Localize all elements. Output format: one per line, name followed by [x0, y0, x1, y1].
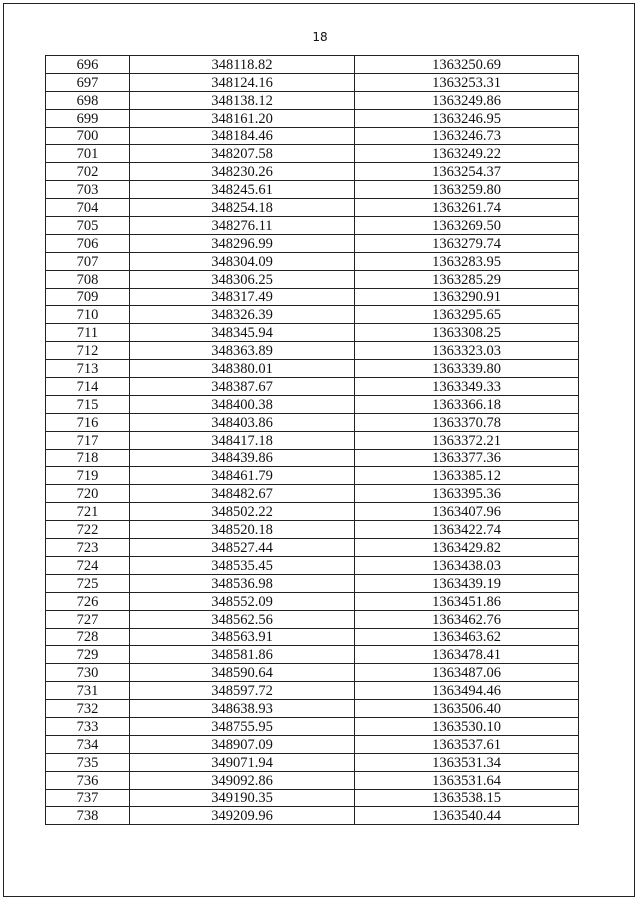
y-coordinate-cell: 1363249.86	[355, 91, 579, 109]
y-coordinate-cell: 1363246.95	[355, 109, 579, 127]
table-row	[46, 664, 579, 682]
y-coordinate-cell: 1363494.46	[355, 682, 579, 700]
point-number-cell: 733	[46, 717, 130, 735]
point-number-cell: 732	[46, 700, 130, 718]
point-number-cell: 722	[46, 521, 130, 539]
x-coordinate-cell: 348363.89	[130, 342, 355, 360]
table-row	[46, 700, 579, 718]
x-coordinate-cell: 348161.20	[130, 109, 355, 127]
x-coordinate-cell: 348317.49	[130, 288, 355, 306]
y-coordinate-cell: 1363531.64	[355, 771, 579, 789]
point-number-cell: 715	[46, 395, 130, 413]
table-row	[46, 431, 579, 449]
x-coordinate-cell: 348562.56	[130, 610, 355, 628]
point-number-cell: 737	[46, 789, 130, 807]
point-number-cell: 699	[46, 109, 130, 127]
table-row	[46, 521, 579, 539]
y-coordinate-cell: 1363253.31	[355, 73, 579, 91]
x-coordinate-cell: 348306.25	[130, 270, 355, 288]
x-coordinate-cell: 348590.64	[130, 664, 355, 682]
table-row	[46, 288, 579, 306]
y-coordinate-cell: 1363451.86	[355, 592, 579, 610]
table-row	[46, 485, 579, 503]
y-coordinate-cell: 1363259.80	[355, 181, 579, 199]
y-coordinate-cell: 1363462.76	[355, 610, 579, 628]
point-number-cell: 731	[46, 682, 130, 700]
y-coordinate-cell: 1363370.78	[355, 413, 579, 431]
point-number-cell: 712	[46, 342, 130, 360]
table-row	[46, 503, 579, 521]
y-coordinate-cell: 1363463.62	[355, 628, 579, 646]
table-row	[46, 324, 579, 342]
table-row	[46, 360, 579, 378]
point-number-cell: 705	[46, 217, 130, 235]
table-row	[46, 467, 579, 485]
table-row	[46, 73, 579, 91]
table-row	[46, 628, 579, 646]
table-row	[46, 181, 579, 199]
table-row	[46, 163, 579, 181]
y-coordinate-cell: 1363308.25	[355, 324, 579, 342]
point-number-cell: 736	[46, 771, 130, 789]
table-row	[46, 199, 579, 217]
table-row	[46, 682, 579, 700]
y-coordinate-cell: 1363407.96	[355, 503, 579, 521]
y-coordinate-cell: 1363385.12	[355, 467, 579, 485]
y-coordinate-cell: 1363438.03	[355, 556, 579, 574]
x-coordinate-cell: 348400.38	[130, 395, 355, 413]
table-row	[46, 217, 579, 235]
y-coordinate-cell: 1363250.69	[355, 56, 579, 74]
x-coordinate-cell: 348326.39	[130, 306, 355, 324]
x-coordinate-cell: 348527.44	[130, 539, 355, 557]
x-coordinate-cell: 348638.93	[130, 700, 355, 718]
x-coordinate-cell: 348581.86	[130, 646, 355, 664]
y-coordinate-cell: 1363323.03	[355, 342, 579, 360]
table-row	[46, 610, 579, 628]
y-coordinate-cell: 1363349.33	[355, 378, 579, 396]
point-number-cell: 738	[46, 807, 130, 825]
y-coordinate-cell: 1363429.82	[355, 539, 579, 557]
x-coordinate-cell: 348245.61	[130, 181, 355, 199]
x-coordinate-cell: 348535.45	[130, 556, 355, 574]
x-coordinate-cell: 348184.46	[130, 127, 355, 145]
coordinates-table-body	[46, 56, 579, 825]
y-coordinate-cell: 1363530.10	[355, 717, 579, 735]
x-coordinate-cell: 348380.01	[130, 360, 355, 378]
table-row	[46, 145, 579, 163]
x-coordinate-cell: 348907.09	[130, 735, 355, 753]
x-coordinate-cell: 348403.86	[130, 413, 355, 431]
point-number-cell: 718	[46, 449, 130, 467]
x-coordinate-cell: 348439.86	[130, 449, 355, 467]
point-number-cell: 720	[46, 485, 130, 503]
page-number: 18	[312, 30, 328, 44]
x-coordinate-cell: 348124.16	[130, 73, 355, 91]
point-number-cell: 713	[46, 360, 130, 378]
table-row	[46, 342, 579, 360]
table-row	[46, 807, 579, 825]
y-coordinate-cell: 1363295.65	[355, 306, 579, 324]
point-number-cell: 729	[46, 646, 130, 664]
point-number-cell: 719	[46, 467, 130, 485]
point-number-cell: 716	[46, 413, 130, 431]
x-coordinate-cell: 348276.11	[130, 217, 355, 235]
point-number-cell: 697	[46, 73, 130, 91]
table-row	[46, 592, 579, 610]
y-coordinate-cell: 1363506.40	[355, 700, 579, 718]
table-row	[46, 735, 579, 753]
point-number-cell: 714	[46, 378, 130, 396]
x-coordinate-cell: 349092.86	[130, 771, 355, 789]
table-row	[46, 252, 579, 270]
y-coordinate-cell: 1363285.29	[355, 270, 579, 288]
point-number-cell: 706	[46, 234, 130, 252]
y-coordinate-cell: 1363254.37	[355, 163, 579, 181]
table-row	[46, 270, 579, 288]
point-number-cell: 700	[46, 127, 130, 145]
point-number-cell: 728	[46, 628, 130, 646]
x-coordinate-cell: 348502.22	[130, 503, 355, 521]
point-number-cell: 703	[46, 181, 130, 199]
x-coordinate-cell: 348461.79	[130, 467, 355, 485]
table-row	[46, 539, 579, 557]
x-coordinate-cell: 348118.82	[130, 56, 355, 74]
point-number-cell: 708	[46, 270, 130, 288]
point-number-cell: 707	[46, 252, 130, 270]
y-coordinate-cell: 1363540.44	[355, 807, 579, 825]
y-coordinate-cell: 1363395.36	[355, 485, 579, 503]
point-number-cell: 709	[46, 288, 130, 306]
point-number-cell: 711	[46, 324, 130, 342]
y-coordinate-cell: 1363372.21	[355, 431, 579, 449]
table-row	[46, 449, 579, 467]
y-coordinate-cell: 1363422.74	[355, 521, 579, 539]
table-row	[46, 306, 579, 324]
table-row	[46, 771, 579, 789]
x-coordinate-cell: 348230.26	[130, 163, 355, 181]
x-coordinate-cell: 348254.18	[130, 199, 355, 217]
point-number-cell: 717	[46, 431, 130, 449]
x-coordinate-cell: 348552.09	[130, 592, 355, 610]
point-number-cell: 702	[46, 163, 130, 181]
point-number-cell: 698	[46, 91, 130, 109]
table-row	[46, 413, 579, 431]
x-coordinate-cell: 349190.35	[130, 789, 355, 807]
table-row	[46, 109, 579, 127]
table-row	[46, 556, 579, 574]
y-coordinate-cell: 1363487.06	[355, 664, 579, 682]
x-coordinate-cell: 348304.09	[130, 252, 355, 270]
x-coordinate-cell: 348387.67	[130, 378, 355, 396]
y-coordinate-cell: 1363290.91	[355, 288, 579, 306]
x-coordinate-cell: 348207.58	[130, 145, 355, 163]
y-coordinate-cell: 1363246.73	[355, 127, 579, 145]
x-coordinate-cell: 349209.96	[130, 807, 355, 825]
point-number-cell: 724	[46, 556, 130, 574]
x-coordinate-cell: 348482.67	[130, 485, 355, 503]
y-coordinate-cell: 1363377.36	[355, 449, 579, 467]
point-number-cell: 730	[46, 664, 130, 682]
point-number-cell: 726	[46, 592, 130, 610]
y-coordinate-cell: 1363269.50	[355, 217, 579, 235]
x-coordinate-cell: 348417.18	[130, 431, 355, 449]
x-coordinate-cell: 348520.18	[130, 521, 355, 539]
table-row	[46, 717, 579, 735]
table-row	[46, 395, 579, 413]
y-coordinate-cell: 1363537.61	[355, 735, 579, 753]
point-number-cell: 696	[46, 56, 130, 74]
y-coordinate-cell: 1363339.80	[355, 360, 579, 378]
coordinates-table	[45, 55, 579, 825]
y-coordinate-cell: 1363538.15	[355, 789, 579, 807]
point-number-cell: 735	[46, 753, 130, 771]
x-coordinate-cell: 348755.95	[130, 717, 355, 735]
x-coordinate-cell: 348536.98	[130, 574, 355, 592]
y-coordinate-cell: 1363366.18	[355, 395, 579, 413]
table-row	[46, 789, 579, 807]
point-number-cell: 721	[46, 503, 130, 521]
table-row	[46, 378, 579, 396]
table-row	[46, 91, 579, 109]
y-coordinate-cell: 1363439.19	[355, 574, 579, 592]
table-row	[46, 574, 579, 592]
table-row	[46, 646, 579, 664]
point-number-cell: 727	[46, 610, 130, 628]
point-number-cell: 723	[46, 539, 130, 557]
y-coordinate-cell: 1363283.95	[355, 252, 579, 270]
point-number-cell: 725	[46, 574, 130, 592]
table-row	[46, 234, 579, 252]
y-coordinate-cell: 1363279.74	[355, 234, 579, 252]
point-number-cell: 701	[46, 145, 130, 163]
x-coordinate-cell: 348138.12	[130, 91, 355, 109]
point-number-cell: 704	[46, 199, 130, 217]
y-coordinate-cell: 1363531.34	[355, 753, 579, 771]
x-coordinate-cell: 348563.91	[130, 628, 355, 646]
x-coordinate-cell: 348597.72	[130, 682, 355, 700]
point-number-cell: 734	[46, 735, 130, 753]
table-row	[46, 753, 579, 771]
table-row	[46, 56, 579, 74]
x-coordinate-cell: 348345.94	[130, 324, 355, 342]
y-coordinate-cell: 1363249.22	[355, 145, 579, 163]
y-coordinate-cell: 1363478.41	[355, 646, 579, 664]
y-coordinate-cell: 1363261.74	[355, 199, 579, 217]
x-coordinate-cell: 349071.94	[130, 753, 355, 771]
x-coordinate-cell: 348296.99	[130, 234, 355, 252]
point-number-cell: 710	[46, 306, 130, 324]
table-row	[46, 127, 579, 145]
